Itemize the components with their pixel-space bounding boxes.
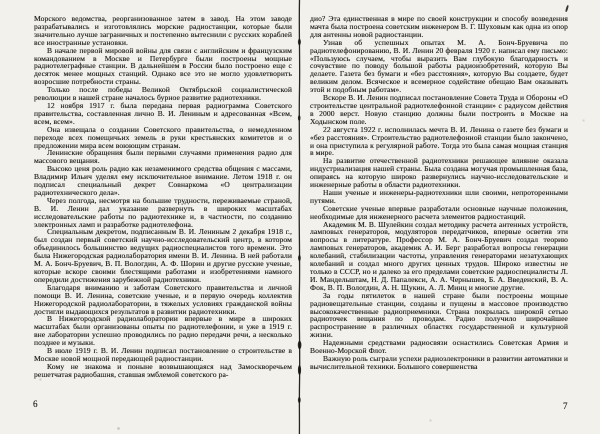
paragraph: Морского ведомства, реорганизованное затем в завод. На этом заводе разрабатывались и изготовлялись морские радиостанции, которые были значительно лучше заграничных и постепенно вытеснили с русских кораблей все иностранные установки. xyxy=(34,14,292,47)
paragraph: Вскоре В. И. Ленин подписал постановление Совета Труда и Обороны «О строительстве центральной радиотелефонной станции» с радиусом действия в 2000 верст. Новую станцию должны были построить в Москве на Ходынском поле. xyxy=(310,93,568,126)
paragraph: Узнав об успешных опытах М. А. Бонч-Бруевича по радиотелефонированию, В. И. Ленин 20 февраля 1920 г. написал ему письмо: «Пользуюсь случаем, чтобы выразить Вам глубокую благодарность и сочувствие по поводу большой работы радиоизобретений, которую Вы делаете. Газета без бумаги и «без расстояния», которую Вы создаете, будет великим делом. Всяческое и всемерное содействие обещаю Вам оказывать этой и подобным работам». xyxy=(310,37,568,95)
paragraph: Специальным декретом, подписанным В. И. Лениным 2 декабря 1918 г., был создан первый советский научно-исследовательский центр, в котором объединилось большинство ведущих радиоспециалистов того времени. Это была Нижегородская радиолаборатория имени В. И. Ленина. В ней работали М. А. Бонч-Бруевич, В. П. Вологдин, А. Ф. Шорин и другие русские ученые, которые вскоре своими блестящими работами и изобретениями намного опередили достижения зарубежной радиотехники. xyxy=(34,227,292,284)
paragraph: Кому не знакома и поныне возвышающаяся над Замоскворечьем решетчатая радиобашня, ставшая эмблемой советского ра- xyxy=(34,361,292,379)
paragraph: дио? Эта единственная в мире по своей конструкции и способу возведения мачта была построена советским инженером В. Г. Шуховым как одна из опор для антенны новой радиостанции. xyxy=(310,14,568,39)
paragraph: Ленинские обращения были первыми случаями применения радио для массового вещания. xyxy=(34,148,292,166)
page-number-left: 6 xyxy=(33,399,38,409)
paragraph: В июле 1919 г. В. И. Ленин подписал постановление о строительстве в Москве новой мощной передающей радиостанции. xyxy=(34,346,292,363)
book-gutter-shadow-line xyxy=(293,0,307,434)
scan-noise-specks xyxy=(0,0,1,1)
right-text-column xyxy=(310,15,568,371)
paragraph: Академик М. В. Шулейкин создал методику расчета антенных устройств, ламповых генераторов, модуляторов передатчиков, впервые осветив эти вопросы в литературе. Профессор М. А. Бонч-Бруевич создал теорию ламповых генераторов, академик А. И. Берг разработал вопросы генерации колебаний, стабилизации частоты, управления генераторами незатухающих колебаний и создал много других ценных трудов. Широко известны не только в СССР, но и далеко за его пределами советские радиоспециалисты Л. И. Мандельштам, Н. Д. Папалекси, А. А. Чернышев, Б. А. Введенский, В. А. Фок, В. П. Вологдин, А. Н. Щукин, А. Л. Минц и многие другие. xyxy=(310,219,568,292)
paragraph: В начале первой мировой войны для связи с английским и французским командованием в Москве и Петербурге были построены мощные радиотелеграфные станции. В дальнейшем в России было построено еще с десяток менее мощных станций. Однако все это не могло удовлетворить возросшие потребности страны. xyxy=(34,45,292,87)
paragraph: Благодаря вниманию и заботам Советского правительства и личной помощи В. И. Ленина, советские ученые, и в первую очередь коллектив Нижегородской радиолаборатории, в тяжелых условиях гражданской войны достигли выдающихся результатов в развитии радиотехники. xyxy=(34,282,292,316)
paragraph: Наши ученые и инженеры-радиотехники шли своими, непроторенными путями. xyxy=(310,187,568,205)
paragraph: Она извещала о создании Советского правительства, о немедленном переходе всех помещичьих земель в руки крестьянских комитетов и о предложении мира всем воюющим странам. xyxy=(34,124,292,150)
paragraph: Надежными средствами радиосвязи оснастились Советская Армия и Военно-Морской Флот. xyxy=(310,338,568,356)
paragraph: На развитие отечественной радиотехники решающее влияние оказала индустриализация нашей страны. Была создана могучая промышленная база, опираясь на которую широко развернулись научно-исследовательские и инженерные работы в области радиотехники. xyxy=(310,156,568,190)
paragraph: 12 ноября 1917 г. была передана первая радиограмма Советского правительства, составленная лично В. И. Лениным и адресованная «Всем, всем, всем». xyxy=(34,100,292,126)
paragraph: 22 августа 1922 г. исполнилась мечта В. И. Ленина о газете без бумаги и «без расстояния». Строительство радиотелефонной станции было закончено, и она приступила к регулярной работе. Тогда это была самая мощная станция в мире. xyxy=(310,124,568,158)
paragraph: Советские ученые впервые разработали основные научные положения, необходимые для инженерного расчета элементов радиостанций. xyxy=(310,203,568,221)
paragraph: В Нижегородской радиолаборатории впервые в мире в широких масштабах были организованы опыты по радиотелефонии, и уже в 1919 г. вне лаборатории успешно проводились по радио передачи речи, а несколько позднее и музыки. xyxy=(34,314,292,348)
paragraph: Важную роль сыграли успехи радиоэлектроники в развитии автоматики и вычислительной техники. Большого совершенства xyxy=(310,353,568,371)
paragraph: За годы пятилеток в нашей стране были построены мощные радиовещательные станции, созданы и пущены в массовое производство высококачественные радиоприемники. Страна покрылась широкой сетью радиоточек вещания по проводам. Радио получило широчайшее распространение в различных областях государственной и культурной жизни. xyxy=(310,290,568,340)
paragraph: Высоко ценя роль радио как незаменимого средства общения с массами, Владимир Ильич уделял ему исключительное внимание. Летом 1918 г. он подписал специальный декрет Совнаркома «О централизации радиотехнического дела». xyxy=(34,164,292,197)
left-text-column xyxy=(34,15,292,379)
page-number-right: 7 xyxy=(563,401,568,411)
paragraph: Через полгода, несмотря на большие трудности, переживаемые страной, В. И. Ленин дал указание развернуть в широких масштабах исследовательские работы по радиотехнике и, в частности, по созданию электронных ламп и разработке радиотелефона. xyxy=(34,195,292,229)
paragraph: Только после победы Великой Октябрьской социалистической революции в нашей стране началось бурное развитие радиотехники. xyxy=(34,85,292,103)
